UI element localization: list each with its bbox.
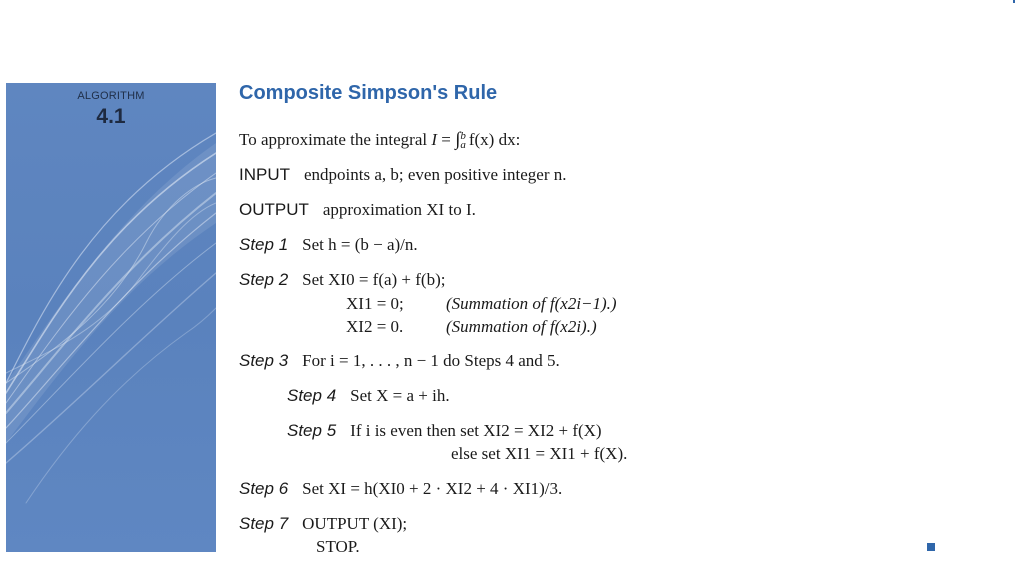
step-6 bbox=[239, 479, 562, 499]
step-7-text: OUTPUT (XI); bbox=[302, 514, 408, 533]
step-5-label: Step 5 bbox=[287, 421, 337, 440]
end-of-algorithm-icon bbox=[927, 543, 935, 551]
step-2-label: Step 2 bbox=[239, 270, 289, 289]
step-1-label: Step 1 bbox=[239, 235, 289, 254]
algorithm-number: 4.1 bbox=[96, 105, 126, 128]
algorithm-title: Composite Simpson's Rule bbox=[239, 82, 498, 104]
input-text: endpoints a, b; even positive integer n. bbox=[304, 165, 567, 184]
step-2-text: Set XI0 = f(a) + f(b); bbox=[302, 270, 446, 289]
step-7-label: Step 7 bbox=[239, 514, 289, 533]
step-3-text: For i = 1, . . . , n − 1 do Steps 4 and 5. bbox=[302, 351, 560, 370]
step-1-text: Set h = (b − a)/n. bbox=[302, 235, 418, 254]
integral-sign-icon: ∫ bbox=[455, 129, 461, 150]
step-5 bbox=[287, 421, 602, 441]
step-6-label: Step 6 bbox=[239, 479, 289, 498]
integral-limits: b a bbox=[460, 130, 466, 152]
step-7-stop: STOP. bbox=[316, 537, 360, 556]
step-3-label: Step 3 bbox=[239, 351, 289, 370]
algorithm-label: ALGORITHM bbox=[77, 90, 145, 102]
corner-mark bbox=[1013, 0, 1015, 3]
step-2-xi1: XI1 = 0; bbox=[346, 294, 404, 313]
step-1 bbox=[239, 235, 418, 255]
input-line bbox=[239, 165, 567, 185]
step-2-xi2: XI2 = 0. bbox=[346, 317, 404, 336]
intro-prefix: To approximate the integral bbox=[239, 130, 432, 149]
output-line bbox=[239, 200, 476, 220]
step-5-else: else set XI1 = XI1 + f(X). bbox=[451, 444, 628, 463]
intro-expression: f(x) dx: bbox=[468, 130, 521, 149]
step-2-note-2: (Summation of f(x2i).) bbox=[446, 317, 597, 336]
step-6-text: Set XI = h(XI0 + 2 · XI2 + 4 · XI1)/3. bbox=[302, 479, 563, 498]
output-label: OUTPUT bbox=[239, 200, 309, 219]
step-5-line-2 bbox=[451, 444, 627, 464]
wave-decoration-icon bbox=[6, 83, 216, 552]
intro-line: To approximate the integral I = ∫ b a f(x) dx: bbox=[239, 129, 521, 152]
output-text: approximation XI to I. bbox=[322, 200, 476, 219]
step-5-text: If i is even then set XI2 = XI2 + f(X) bbox=[350, 421, 602, 440]
input-label: INPUT bbox=[239, 165, 290, 184]
step-7 bbox=[239, 514, 407, 534]
step-2-note-1: (Summation of f(x2i−1).) bbox=[446, 294, 617, 313]
step-2-line-2 bbox=[346, 294, 404, 314]
step-2-line-3 bbox=[346, 317, 403, 337]
algorithm-sidebar bbox=[6, 83, 216, 552]
step-2 bbox=[239, 270, 445, 290]
step-4-text: Set X = a + ih. bbox=[350, 386, 450, 405]
step-4-label: Step 4 bbox=[287, 386, 337, 405]
step-3 bbox=[239, 351, 560, 371]
step-7-line-2 bbox=[316, 537, 360, 557]
step-4 bbox=[287, 386, 450, 406]
